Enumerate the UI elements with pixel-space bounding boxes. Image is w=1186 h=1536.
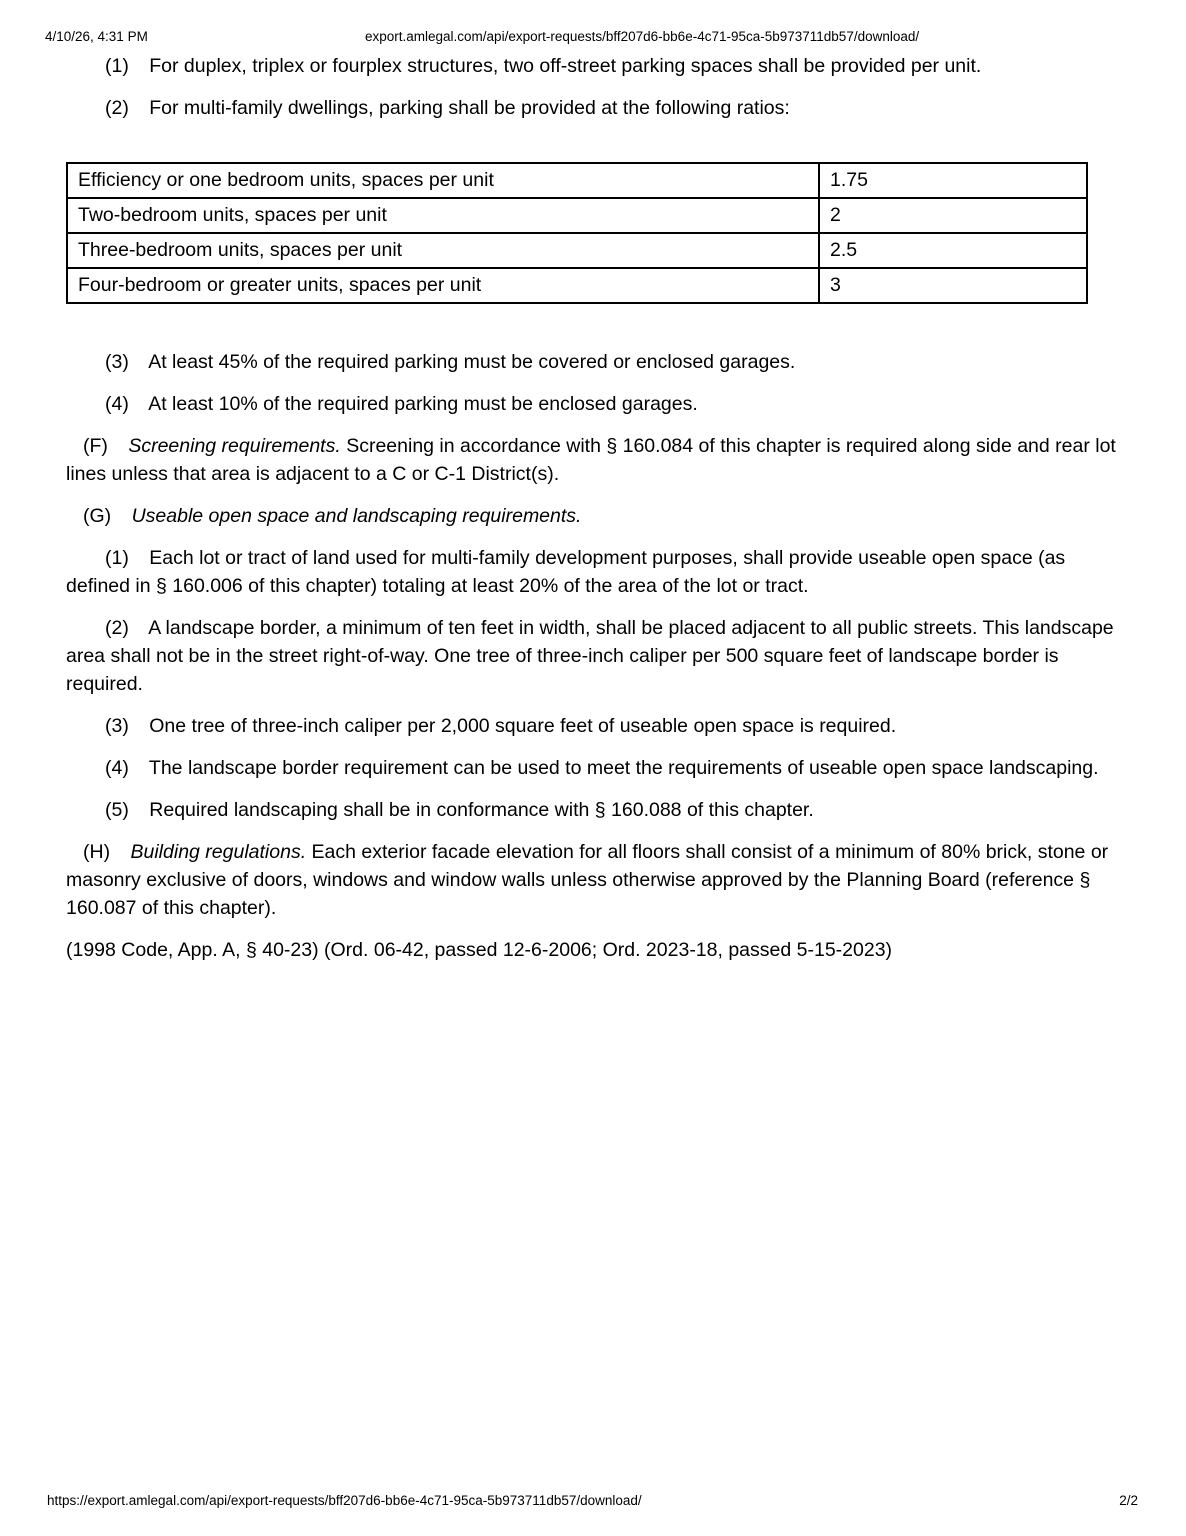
- section-g: [66, 502, 1120, 530]
- document-body: [66, 52, 1120, 964]
- section-f: [66, 432, 1120, 488]
- section-g-item-2: [66, 614, 1120, 698]
- paragraph-3-number: (3): [105, 351, 129, 373]
- item-text: Each lot or tract of land used for multi-family development purposes, shall provide useable open space (as defined in § 160.006 of this chapter) totaling at least 20% of the area of the lot or tract.: [66, 547, 1066, 597]
- paragraph-1-number: (1): [105, 55, 129, 77]
- section-f-heading: Screening requirements.: [128, 435, 341, 457]
- item-number: (4): [105, 757, 129, 779]
- paragraph-3: [66, 348, 1120, 376]
- section-h-text: Each exterior facade elevation for all floors shall consist of a minimum of 80% brick, stone or masonry exclusive of doors, windows and window walls unless otherwise approved by the Planning Board (reference § 160.087 of this chapter).: [66, 841, 1109, 919]
- item-number: (5): [105, 799, 129, 821]
- paragraph-1-text: For duplex, triplex or fourplex structures, two off-street parking spaces shall be provided per unit.: [149, 55, 982, 77]
- table-row: [67, 198, 1087, 233]
- section-f-text: Screening in accordance with § 160.084 of this chapter is required along side and rear lot lines unless that area is adjacent to a C or C-1 District(s).: [66, 435, 1116, 485]
- paragraph-2-number: (2): [105, 97, 129, 119]
- item-number: (3): [105, 715, 129, 737]
- item-number: (1): [105, 547, 129, 569]
- item-text: Required landscaping shall be in conformance with § 160.088 of this chapter.: [149, 799, 814, 821]
- table-cell-value: 2.5: [819, 233, 1087, 268]
- table-cell-label: Four-bedroom or greater units, spaces per unit: [67, 268, 819, 303]
- parking-ratio-table: [66, 162, 1088, 304]
- paragraph-2: [66, 94, 1120, 122]
- table-row: [67, 163, 1087, 198]
- page-number: 2/2: [1119, 1493, 1138, 1508]
- section-g-item-5: [66, 796, 1120, 824]
- print-header-datetime: 4/10/26, 4:31 PM: [45, 29, 148, 44]
- paragraph-2-text: For multi-family dwellings, parking shall be provided at the following ratios:: [149, 97, 790, 119]
- item-number: (2): [105, 617, 129, 639]
- print-header-url: export.amlegal.com/api/export-requests/bff207d6-bb6e-4c71-95ca-5b973711db57/download/: [365, 29, 920, 44]
- section-h-heading: Building regulations.: [130, 841, 307, 863]
- paragraph-4-number: (4): [105, 393, 129, 415]
- table-row: [67, 233, 1087, 268]
- item-text: One tree of three-inch caliper per 2,000 square feet of useable open space is required.: [149, 715, 897, 737]
- code-citation: (1998 Code, App. A, § 40-23) (Ord. 06-42, passed 12-6-2006; Ord. 2023-18, passed 5-15-2023): [66, 939, 893, 961]
- print-footer-url: https://export.amlegal.com/api/export-requests/bff207d6-bb6e-4c71-95ca-5b973711db57/download/: [47, 1493, 642, 1508]
- section-f-letter: (F): [83, 435, 108, 457]
- item-text: A landscape border, a minimum of ten feet in width, shall be placed adjacent to all public streets. This landscape area shall not be in the street right-of-way. One tree of three-inch caliper per 500 square feet of landscape border is required.: [66, 617, 1114, 695]
- paragraph-1: [66, 52, 1120, 80]
- section-g-heading: Useable open space and landscaping requirements.: [131, 505, 582, 527]
- section-h-letter: (H): [83, 841, 111, 863]
- item-text: The landscape border requirement can be used to meet the requirements of useable open space landscaping.: [148, 757, 1099, 779]
- paragraph-4: [66, 390, 1120, 418]
- table-cell-value: 1.75: [819, 163, 1087, 198]
- section-g-item-3: [66, 712, 1120, 740]
- table-row: [67, 268, 1087, 303]
- table-cell-label: Efficiency or one bedroom units, spaces per unit: [67, 163, 819, 198]
- paragraph-4-text: At least 10% of the required parking must be enclosed garages.: [148, 393, 698, 415]
- table-cell-label: Three-bedroom units, spaces per unit: [67, 233, 819, 268]
- section-g-letter: (G): [83, 505, 112, 527]
- table-cell-label: Two-bedroom units, spaces per unit: [67, 198, 819, 233]
- table-cell-value: 3: [819, 268, 1087, 303]
- section-h: [66, 838, 1120, 922]
- section-g-item-1: [66, 544, 1120, 600]
- table-cell-value: 2: [819, 198, 1087, 233]
- paragraph-3-text: At least 45% of the required parking must be covered or enclosed garages.: [148, 351, 796, 373]
- section-g-item-4: [66, 754, 1120, 782]
